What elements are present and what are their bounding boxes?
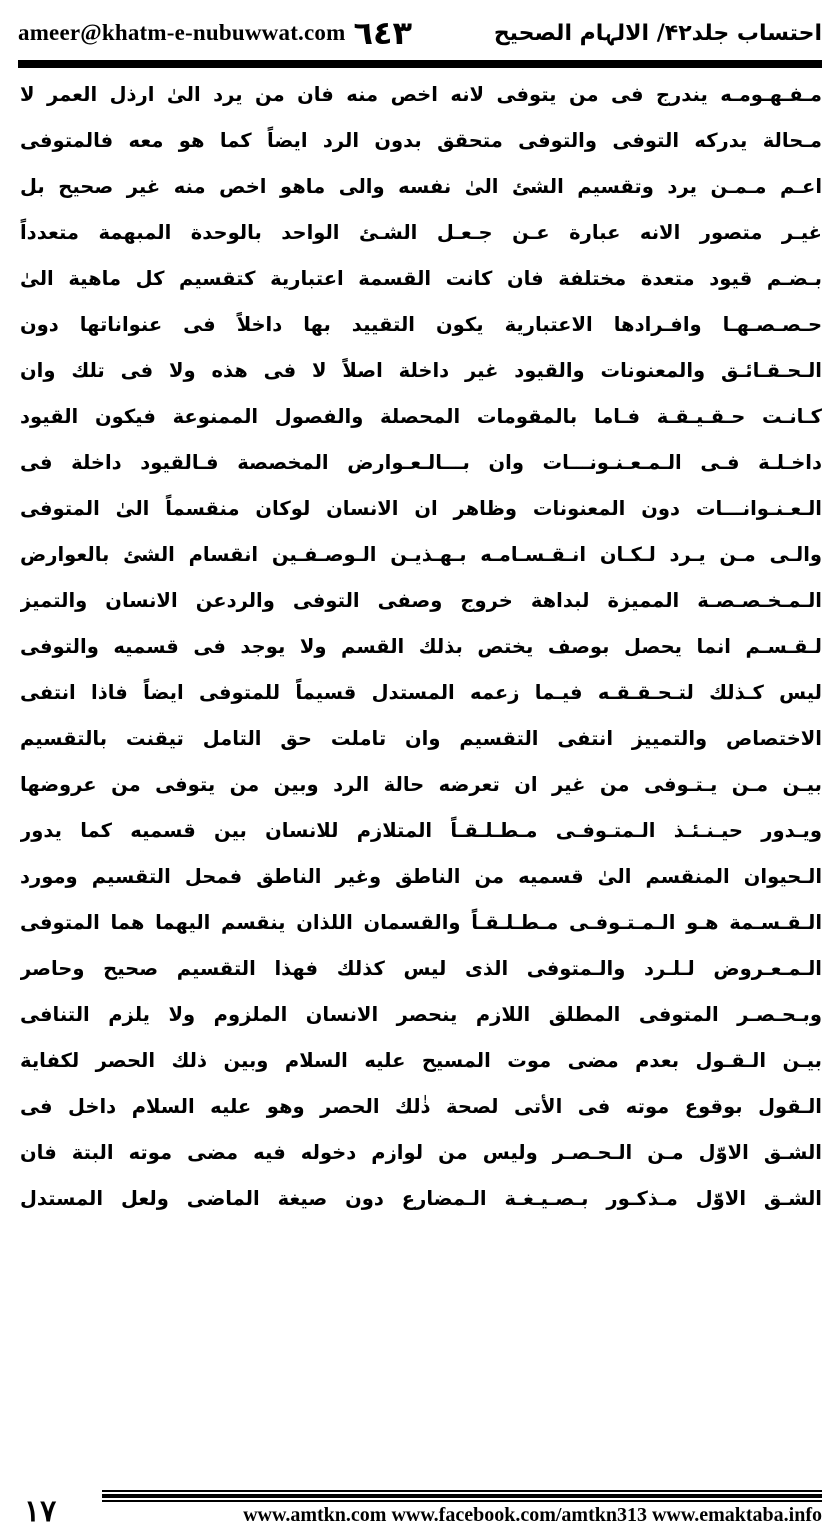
text-line: الاختصاص والتمييز انتفى التقسيم وان تاملت حق التامل تيقنت بالتقسيم <box>20 727 822 750</box>
footer-divider <box>102 1490 822 1504</box>
page-body-text <box>20 72 822 1222</box>
text-line: غيـر متصور الانه عبارة عـن جـعـل الشـئ الواحد بالوحدة المبهمة متعدداً <box>20 221 822 244</box>
text-line: اعـم مـمـن يرد وتقسيم الشئ الىٰ نفسه والى ماهو اخص منه غير صحيح بل <box>20 175 822 198</box>
text-line: وبـحـصـر المتوفى المطلق اللازم ينحصر الانسان الملزوم ولا يلزم التنافى <box>20 1003 822 1026</box>
text-line: الشـق الاوّل مـذكـور بـصـيـغـة الـمضارع دون صيغة الماضى ولعل المستدل <box>20 1187 822 1210</box>
text-line: الـقـسـمة هـو الـمـتـوفـى مـطـلـقـاً والقسمان اللذان ينقسم اليهما هما المتوفى <box>20 911 822 934</box>
header-book-title: احتساب جلد۴۲/ الالہام الصحیح <box>493 20 822 46</box>
text-line: ليس كـذلك لتـحـقـقـه فيـما زعمه المستدل قسيماً للمتوفى ايضاً فاذا انتفى <box>20 681 822 704</box>
text-line: الـقول بوقوع موته فى الأتى لصحة ذٰلك الحصر وهو عليه السلام داخل فى <box>20 1095 822 1118</box>
text-line: الـمـعـروض لـلـرد والـمتوفى الذى ليس كذلك فهذا التقسيم صحيح وحاصر <box>20 957 822 980</box>
text-line: الـعـنـوانـــات دون المعنونات وظاهر ان الانسان لوكان منقسماً الىٰ المتوفى <box>20 497 822 520</box>
text-line: الشـق الاوّل مـن الـحـصـر وليس من لوازم دخوله فيه مضى موته البتة فان <box>20 1141 822 1164</box>
text-line: حـصـصـهـا وافـرادها الاعتبارية يكون التقييد بها داخلاً فى عنواناتها دون <box>20 313 822 336</box>
header-divider <box>18 60 822 68</box>
header-left-group <box>18 14 413 52</box>
page-footer <box>18 1490 822 1532</box>
text-line: والـى مـن يـرد لـكـان انـقـسـامـه بـهـذيـن الـوصـفـين انقسام الشئ بالعوارض <box>20 543 822 566</box>
text-line: بيـن الـقـول بعدم مضى موت المسيح عليه السلام وبين ذلك الحصر لكفاية <box>20 1049 822 1072</box>
text-line: الـحـقـائـق والمعنونات والقيود غير داخلة اصلاً لا فى هذه ولا فى تلك وان <box>20 359 822 382</box>
text-line: مـفـهـومـه يندرج فى من يتوفى لانه اخص منه فان من يرد الىٰ ارذل العمر لا <box>20 83 822 106</box>
text-line: الـحيوان المنقسم الىٰ قسميه من الناطق وغير الناطق فمحل التقسيم ومورد <box>20 865 822 888</box>
text-line: ويـدور حيـنـئـذ الـمتـوفـى مـطـلـقـاً المتلازم للانسان بين قسميه كما يدور <box>20 819 822 842</box>
text-line: بـضـم قيود متعدة مختلفة فان كانت القسمة اعتبارية كتقسيم كل ماهية الىٰ <box>20 267 822 290</box>
text-line: كـانـت حـقـيـقـة فـاما بالمقومات المحصلة والفصول الممنوعة فيكون القيود <box>20 405 822 428</box>
text-line: لـقـسـم انما يحصل بوصف يختص بذلك القسم ولا يوجد فى قسميه والتوفى <box>20 635 822 658</box>
page-header <box>18 8 822 58</box>
header-page-number: ٦٤٣ <box>353 14 413 52</box>
text-line: الـمـخـصـصـة المميزة لبداهة خروج وصفى التوفى والردعن الانسان والتميز <box>20 589 822 612</box>
text-line: مـحالة يدركه التوفى والتوفى متحقق بدون الرد ايضاً كما هو معه فالمتوفى <box>20 129 822 152</box>
footer-links: www.amtkn.com www.facebook.com/amtkn313 www.emaktaba.info <box>243 1504 822 1526</box>
text-line: داخـلـة فـى الـمـعـنـونـــات وان بـــالـعـوارض المخصصة فـالقيود داخلة فى <box>20 451 822 474</box>
footer-page-number: ١٧ <box>24 1494 57 1528</box>
text-line: بيـن مـن يـتـوفى من غير ان تعرضه حالة الرد وبين من يتوفى من عروضها <box>20 773 822 796</box>
header-email: ameer@khatm-e-nubuwwat.com <box>18 20 346 45</box>
